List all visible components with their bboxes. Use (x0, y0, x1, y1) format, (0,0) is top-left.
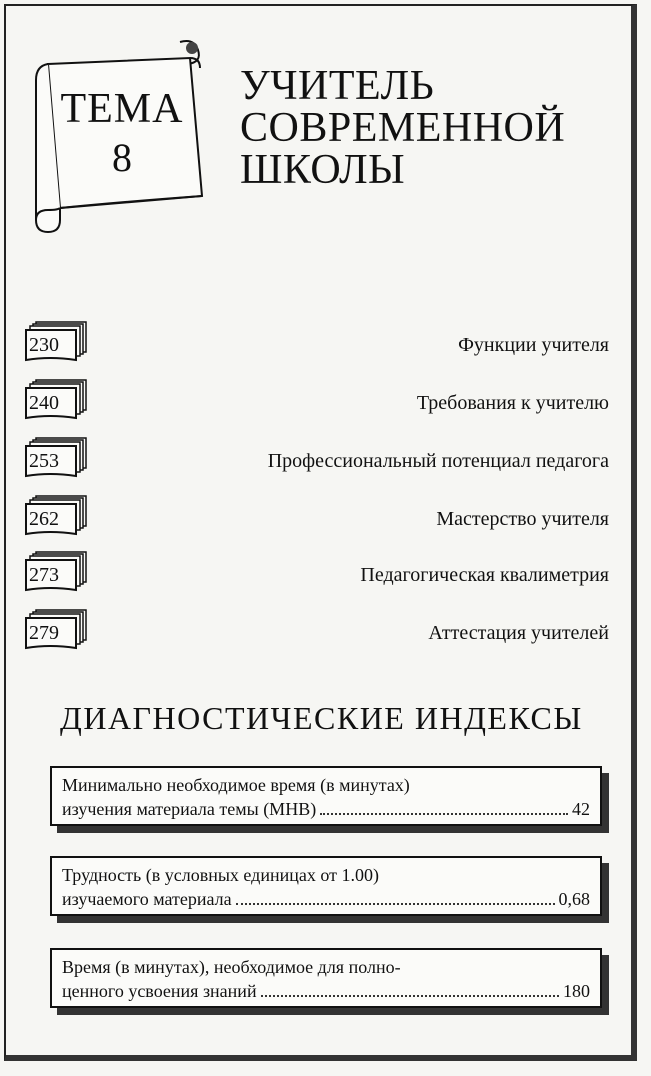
title-line: УЧИТЕЛЬ (240, 63, 435, 109)
toc-label: Мастерство учителя (436, 508, 609, 530)
page-stack-icon (24, 320, 90, 362)
toc-item[interactable] (0, 494, 651, 542)
toc-label: Функции учителя (458, 334, 609, 356)
toc-page-number: 240 (29, 392, 59, 414)
index-value: 0,68 (558, 889, 590, 909)
page-stack-icon (24, 494, 90, 536)
toc-item[interactable] (0, 550, 651, 598)
index-description-cont: изучаемого материала (62, 889, 232, 909)
leader-dots (320, 799, 568, 815)
index-box (50, 948, 602, 1008)
diagnostic-indices-heading: ДИАГНОСТИЧЕСКИЕ ИНДЕКСЫ (60, 700, 583, 736)
toc-page-number: 273 (29, 564, 59, 586)
leader-dots (236, 889, 555, 905)
index-box (50, 766, 602, 826)
topic-number: 8 (112, 135, 132, 180)
toc-page-number: 253 (29, 450, 59, 472)
toc-label: Требования к учителю (416, 392, 609, 414)
chapter-title (240, 65, 565, 191)
page-stack-icon (24, 378, 90, 420)
index-description-cont: изучения материала темы (МНВ) (62, 799, 317, 819)
toc-page-number: 262 (29, 508, 59, 530)
title-line: СОВРЕМЕННОЙ (240, 105, 566, 151)
toc-item[interactable] (0, 378, 651, 426)
toc-label: Профессиональный потенциал педагога (267, 450, 609, 472)
page-stack-icon (24, 436, 90, 478)
toc-item[interactable] (0, 436, 651, 484)
title-line: ШКОЛЫ (240, 147, 406, 193)
index-value: 180 (563, 981, 590, 1001)
index-description-cont: ценного усвоения знаний (62, 981, 257, 1001)
page-stack-icon (24, 550, 90, 592)
index-box (50, 856, 602, 916)
topic-word: ТЕМА (60, 86, 184, 132)
index-description: Трудность (в условных единицах от 1.00) (62, 865, 379, 885)
toc-page-number: 230 (29, 334, 59, 356)
index-description: Время (в минутах), необходимое для полно- (62, 957, 401, 977)
leader-dots (261, 981, 559, 997)
index-value: 42 (572, 799, 590, 819)
toc-page-number: 279 (29, 622, 59, 644)
toc-item[interactable] (0, 320, 651, 368)
toc-label: Педагогическая квалиметрия (360, 564, 609, 586)
index-description: Минимально необходимое время (в минутах) (62, 775, 410, 795)
toc-label: Аттестация учителей (428, 622, 609, 644)
toc-item[interactable] (0, 608, 651, 656)
page-stack-icon (24, 608, 90, 650)
